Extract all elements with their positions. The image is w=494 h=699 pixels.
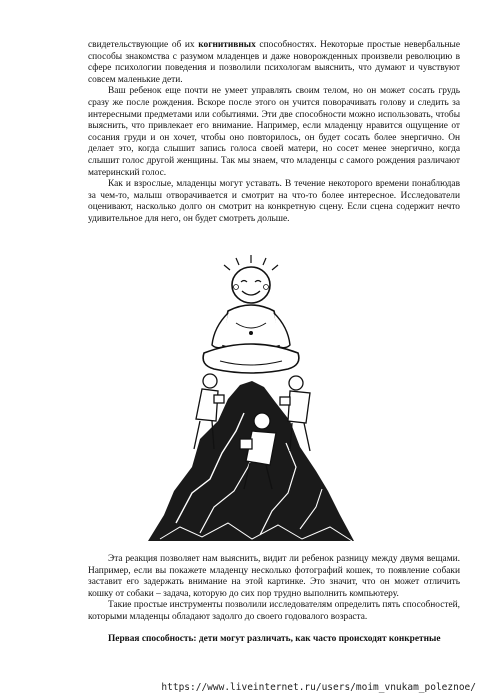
bold-term: когнитивных — [198, 40, 256, 50]
paragraph-text: свидетельствующие об их — [88, 40, 199, 50]
paragraph-4: Эта реакция позволяет нам выяснить, видит ли ребенок разницу между двумя вещами. Например, если вы покажете младенцу несколько фотографий кошек, то появление собаки заставит его задержать внимание на этой картинке. Это значит, что он может отличить кошку от собаки – задача, которую до сих пор трудно выполнить компьютеру. — [88, 554, 460, 599]
paragraph-2: Ваш ребенок еще почти не умеет управлять своим телом, но он может сосать грудь сразу же после рождения. Вскоре после этого он учится поворачивать голову и следить за интересными предметами или событиями. Эти две способности можно использовать, чтобы выяснить, что привлекает его внимание. Например, если младенцу нравится ощущение от сосания груди и он хочет, чтобы оно повторилось, он будет сосать более энергично. Он делает это, когда слышит запись голоса своей матери, но сосет менее энергично, когда слышит голос другой женщины. Так мы знаем, что младенцы с самого рождения различают материнский голос. — [88, 86, 460, 178]
watermark-url: https://www.liveinternet.ru/users/moim_vnukam_poleznoe/ — [161, 682, 476, 693]
meditating-baby-on-mountain-icon — [140, 253, 362, 543]
paragraph-text: способностях. Некоторые простые невербальные способы знакомства с разумом младенцев и даже новорожденных произвели революцию в сфере психологии поведения и позволили психологам выяснить, что думают и чувствуют совсем маленькие дети. — [88, 40, 461, 85]
section-heading: Первая способность: дети могут различать, как часто происходят конкретные — [108, 633, 441, 644]
paragraph-3: Как и взрослые, младенцы могут уставать. В течение некоторого времени понаблюдав за чем-то, малыш отворачивается и смотрит на что-то более интересное. Исследователи оценивают, насколько долго он смотрит на конкретную сцену. Если сцена содержит нечто удивительное для него, он будет смотреть дольше. — [88, 179, 460, 224]
text-block-bottom — [88, 554, 460, 645]
paragraph-1 — [88, 40, 460, 86]
paragraph-5: Такие простые инструменты позволили исследователям определить пять способностей, которыми младенцы обладают задолго до своего годовалого возраста. — [88, 600, 460, 622]
text-block-top — [88, 40, 460, 226]
